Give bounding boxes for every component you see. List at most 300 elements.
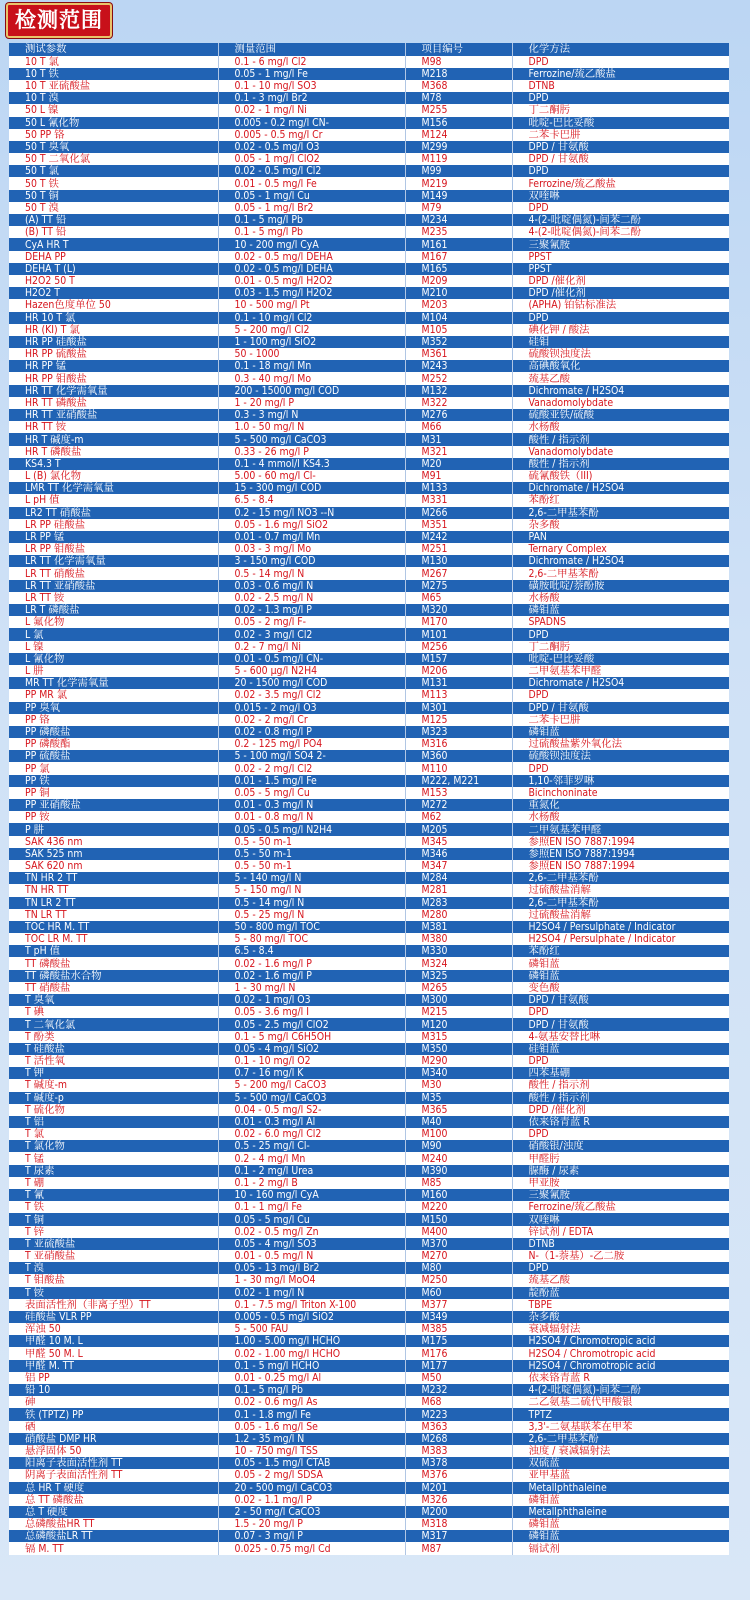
cell-parameter: 总磷酸盐HR TT <box>9 1518 218 1530</box>
cell-parameter: TN LR 2 TT <box>9 897 218 909</box>
cell-code: M120 <box>405 1018 512 1030</box>
table-row <box>9 567 729 579</box>
cell-parameter: LR TT 铵 <box>9 592 218 604</box>
cell-code: M78 <box>405 92 512 104</box>
table-row <box>9 68 729 80</box>
cell-range: 0.01 - 0.25 mg/l Al <box>218 1372 405 1384</box>
table-row <box>9 1177 729 1189</box>
cell-method: DPD <box>512 689 729 701</box>
cell-code: M351 <box>405 519 512 531</box>
cell-code: M242 <box>405 531 512 543</box>
cell-parameter: H2O2 T <box>9 287 218 299</box>
cell-parameter: SAK 525 nm <box>9 848 218 860</box>
cell-range: 0.1 - 4 mmol/l KS4.3 <box>218 458 405 470</box>
cell-code: M209 <box>405 275 512 287</box>
cell-parameter: LR2 TT 硝酸盐 <box>9 507 218 519</box>
cell-code: M206 <box>405 665 512 677</box>
table-row <box>9 860 729 872</box>
cell-method: Metallphthaleine <box>512 1482 729 1494</box>
cell-range: 0.05 - 3.6 mg/l I <box>218 1006 405 1018</box>
table-row <box>9 884 729 896</box>
cell-method: Vanadomolybdate <box>512 397 729 409</box>
table-row <box>9 1116 729 1128</box>
cell-code: M125 <box>405 714 512 726</box>
cell-code: M31 <box>405 433 512 445</box>
cell-parameter: 50 L 氰化物 <box>9 117 218 129</box>
cell-parameter: HR PP 锰 <box>9 360 218 372</box>
cell-code: M110 <box>405 762 512 774</box>
cell-parameter: HR TT 铵 <box>9 421 218 433</box>
table-row <box>9 385 729 397</box>
cell-code: M317 <box>405 1530 512 1542</box>
cell-method: 4-(2-吡啶偶氮)-间苯二酚 <box>512 214 729 226</box>
table-row <box>9 1384 729 1396</box>
cell-code: M175 <box>405 1335 512 1347</box>
cell-range: 0.1 - 5 mg/l Pb <box>218 214 405 226</box>
cell-method: 4-(2-吡啶偶氮)-间苯二酚 <box>512 1384 729 1396</box>
table-row <box>9 433 729 445</box>
table-row <box>9 360 729 372</box>
table-row <box>9 628 729 640</box>
table-row <box>9 957 729 969</box>
cell-parameter: PP 铵 <box>9 811 218 823</box>
cell-code: M167 <box>405 251 512 263</box>
cell-method: 依来铬青蓝 R <box>512 1372 729 1384</box>
table-row <box>9 1396 729 1408</box>
cell-parameter: KS4.3 T <box>9 458 218 470</box>
cell-range: 0.3 - 40 mg/l Mo <box>218 372 405 384</box>
cell-parameter: HR (KI) T 氯 <box>9 324 218 336</box>
cell-code: M218 <box>405 68 512 80</box>
cell-code: M177 <box>405 1360 512 1372</box>
cell-code: M270 <box>405 1250 512 1262</box>
cell-parameter: 铁 (TPTZ) PP <box>9 1408 218 1420</box>
table-row <box>9 409 729 421</box>
table-row <box>9 202 729 214</box>
cell-method: 衰减辐射法 <box>512 1323 729 1335</box>
cell-method: H2SO4 / Persulphate / Indicator <box>512 933 729 945</box>
cell-range: 0.01 - 0.7 mg/l Mn <box>218 531 405 543</box>
table-row <box>9 421 729 433</box>
cell-range: 0.01 - 0.5 mg/l H2O2 <box>218 275 405 287</box>
cell-code: M119 <box>405 153 512 165</box>
table-row <box>9 738 729 750</box>
cell-parameter: 硝酸盐 DMP HR <box>9 1433 218 1445</box>
table-row <box>9 1128 729 1140</box>
cell-method: 丁二酮肟 <box>512 104 729 116</box>
cell-code: M300 <box>405 994 512 1006</box>
cell-parameter: H2O2 50 T <box>9 275 218 287</box>
cell-method: Dichromate / H2SO4 <box>512 482 729 494</box>
cell-parameter: T 碘 <box>9 1006 218 1018</box>
cell-range: 0.05 - 5 mg/l Cu <box>218 787 405 799</box>
cell-code: M268 <box>405 1433 512 1445</box>
cell-parameter: HR PP 钼酸盐 <box>9 372 218 384</box>
cell-method: 磷钼蓝 <box>512 1530 729 1542</box>
table-row <box>9 446 729 458</box>
cell-method: 硫氰酸铁（III) <box>512 470 729 482</box>
cell-range: 0.02 - 0.6 mg/l As <box>218 1396 405 1408</box>
table-row <box>9 1226 729 1238</box>
table-row <box>9 348 729 360</box>
cell-range: 5 - 150 mg/l N <box>218 884 405 896</box>
cell-method: DPD <box>512 628 729 640</box>
cell-range: 10 - 160 mg/l CyA <box>218 1189 405 1201</box>
cell-method: DPD <box>512 202 729 214</box>
cell-method: 苯酚红 <box>512 945 729 957</box>
table-row <box>9 275 729 287</box>
table-row <box>9 592 729 604</box>
cell-range: 0.07 - 3 mg/l P <box>218 1530 405 1542</box>
table-row <box>9 665 729 677</box>
cell-parameter: 阴离子表面活性剂 TT <box>9 1469 218 1481</box>
table-row <box>9 653 729 665</box>
table-row <box>9 1372 729 1384</box>
cell-range: 0.1 - 5 mg/l Pb <box>218 226 405 238</box>
cell-range: 0.1 - 6 mg/l Cl2 <box>218 56 405 68</box>
cell-range: 0.02 - 3.5 mg/l Cl2 <box>218 689 405 701</box>
cell-parameter: 硅酸盐 VLR PP <box>9 1311 218 1323</box>
cell-method: 二乙氨基二硫代甲酸银 <box>512 1396 729 1408</box>
cell-parameter: T 锌 <box>9 1226 218 1238</box>
cell-range: 0.02 - 1 mg/l O3 <box>218 994 405 1006</box>
table-row <box>9 1482 729 1494</box>
cell-parameter: 硒 <box>9 1421 218 1433</box>
cell-range: 5 - 600 μg/l N2H4 <box>218 665 405 677</box>
range-table-container <box>9 43 729 1555</box>
cell-range: 2 - 50 mg/l CaCO3 <box>218 1506 405 1518</box>
cell-method: 重氮化 <box>512 799 729 811</box>
cell-range: 0.2 - 125 mg/l PO4 <box>218 738 405 750</box>
cell-method: 杂多酸 <box>512 519 729 531</box>
cell-method: 吡啶-巴比妥酸 <box>512 653 729 665</box>
cell-method: 2,6-二甲基苯酚 <box>512 507 729 519</box>
cell-code: M35 <box>405 1092 512 1104</box>
cell-code: M323 <box>405 726 512 738</box>
cell-parameter: PP 磷酸酯 <box>9 738 218 750</box>
cell-method: H2SO4 / Persulphate / Indicator <box>512 921 729 933</box>
cell-parameter: TOC LR M. TT <box>9 933 218 945</box>
cell-method: 亚甲基蓝 <box>512 1469 729 1481</box>
cell-code: M251 <box>405 543 512 555</box>
table-row <box>9 1457 729 1469</box>
cell-range: 0.05 - 13 mg/l Br2 <box>218 1262 405 1274</box>
cell-range: 0.03 - 3 mg/l Mo <box>218 543 405 555</box>
table-row <box>9 104 729 116</box>
table-row <box>9 945 729 957</box>
cell-code: M165 <box>405 263 512 275</box>
cell-method: DTNB <box>512 80 729 92</box>
cell-method: 4-氨基安替比啉 <box>512 1031 729 1043</box>
cell-range: 0.05 - 1.6 mg/l Se <box>218 1421 405 1433</box>
cell-code: M219 <box>405 177 512 189</box>
cell-parameter: T 锰 <box>9 1152 218 1164</box>
cell-parameter: T 二氧化氯 <box>9 1018 218 1030</box>
cell-range: 0.01 - 1.5 mg/l Fe <box>218 775 405 787</box>
table-row <box>9 677 729 689</box>
cell-method: H2SO4 / Chromotropic acid <box>512 1335 729 1347</box>
cell-range: 0.02 - 0.5 mg/l O3 <box>218 141 405 153</box>
cell-parameter: 铝 PP <box>9 1372 218 1384</box>
table-row <box>9 1360 729 1372</box>
table-row <box>9 762 729 774</box>
cell-range: 0.02 - 1 mg/l Ni <box>218 104 405 116</box>
cell-method: DPD <box>512 165 729 177</box>
cell-method: 苯酚红 <box>512 494 729 506</box>
cell-range: 0.02 - 1.6 mg/l P <box>218 957 405 969</box>
cell-code: M385 <box>405 1323 512 1335</box>
table-row <box>9 482 729 494</box>
cell-code: M215 <box>405 1006 512 1018</box>
cell-method: 2,6-二甲基苯酚 <box>512 897 729 909</box>
cell-method: DPD / 甘氨酸 <box>512 702 729 714</box>
cell-code: M240 <box>405 1152 512 1164</box>
cell-parameter: LR PP 钼酸盐 <box>9 543 218 555</box>
cell-range: 10 - 500 mg/l Pt <box>218 299 405 311</box>
cell-code: M318 <box>405 1518 512 1530</box>
cell-range: 0.1 - 1.8 mg/l Fe <box>218 1408 405 1420</box>
cell-code: M40 <box>405 1116 512 1128</box>
table-row <box>9 190 729 202</box>
cell-method: 酸性 / 指示剂 <box>512 1092 729 1104</box>
cell-code: M105 <box>405 324 512 336</box>
cell-code: M346 <box>405 848 512 860</box>
table-row <box>9 312 729 324</box>
cell-code: M363 <box>405 1421 512 1433</box>
cell-range: 0.33 - 26 mg/l P <box>218 446 405 458</box>
cell-parameter: SAK 620 nm <box>9 860 218 872</box>
cell-parameter: T 铁 <box>9 1201 218 1213</box>
cell-code: M85 <box>405 1177 512 1189</box>
table-row <box>9 177 729 189</box>
cell-code: M157 <box>405 653 512 665</box>
cell-range: 5 - 200 mg/l Cl2 <box>218 324 405 336</box>
cell-range: 0.05 - 1 mg/l Br2 <box>218 202 405 214</box>
cell-code: M243 <box>405 360 512 372</box>
table-row <box>9 1323 729 1335</box>
cell-method: 2,6-二甲基苯酚 <box>512 567 729 579</box>
cell-range: 0.1 - 1 mg/l Fe <box>218 1201 405 1213</box>
cell-parameter: 50 T 臭氧 <box>9 141 218 153</box>
cell-code: M276 <box>405 409 512 421</box>
cell-method: 水杨酸 <box>512 421 729 433</box>
table-row <box>9 238 729 250</box>
cell-range: 15 - 300 mg/l COD <box>218 482 405 494</box>
cell-range: 0.02 - 1.3 mg/l P <box>218 604 405 616</box>
table-row <box>9 994 729 1006</box>
cell-parameter: HR T 磷酸盐 <box>9 446 218 458</box>
cell-method: 硅钼 <box>512 336 729 348</box>
cell-code: M252 <box>405 372 512 384</box>
cell-method: DPD / 甘氨酸 <box>512 153 729 165</box>
cell-range: 0.5 - 25 mg/l N <box>218 909 405 921</box>
cell-range: 0.05 - 1 mg/l Cu <box>218 190 405 202</box>
table-row <box>9 775 729 787</box>
cell-range: 0.1 - 10 mg/l SO3 <box>218 80 405 92</box>
cell-code: M321 <box>405 446 512 458</box>
cell-range: 20 - 500 mg/l CaCO3 <box>218 1482 405 1494</box>
cell-method: 三聚氰胺 <box>512 1189 729 1201</box>
cell-method: DPD <box>512 762 729 774</box>
cell-code: M79 <box>405 202 512 214</box>
cell-code: M352 <box>405 336 512 348</box>
cell-method: 磷钼蓝 <box>512 726 729 738</box>
cell-range: 0.1 - 2 mg/l B <box>218 1177 405 1189</box>
cell-range: 0.02 - 0.5 mg/l DEHA <box>218 251 405 263</box>
cell-method: 硫酸钡浊度法 <box>512 750 729 762</box>
table-row <box>9 1006 729 1018</box>
cell-code: M91 <box>405 470 512 482</box>
cell-code: M316 <box>405 738 512 750</box>
cell-method: 碘化钾 / 酸法 <box>512 324 729 336</box>
cell-range: 0.02 - 1 mg/l N <box>218 1287 405 1299</box>
cell-method: 酸性 / 指示剂 <box>512 458 729 470</box>
cell-range: 5 - 100 mg/l SO4 2- <box>218 750 405 762</box>
cell-parameter: T 活性氧 <box>9 1055 218 1067</box>
cell-method: 变色酸 <box>512 982 729 994</box>
table-row <box>9 1213 729 1225</box>
cell-parameter: LR PP 硅酸盐 <box>9 519 218 531</box>
table-row <box>9 1140 729 1152</box>
cell-code: M299 <box>405 141 512 153</box>
cell-parameter: LR TT 硝酸盐 <box>9 567 218 579</box>
cell-method: DPD <box>512 92 729 104</box>
table-row <box>9 1031 729 1043</box>
table-row <box>9 1274 729 1286</box>
cell-code: M98 <box>405 56 512 68</box>
cell-parameter: 10 T 氯 <box>9 56 218 68</box>
cell-code: M160 <box>405 1189 512 1201</box>
table-row <box>9 1311 729 1323</box>
cell-range: 0.2 - 15 mg/l NO3 --N <box>218 507 405 519</box>
table-row <box>9 1067 729 1079</box>
cell-range: 0.5 - 50 m-1 <box>218 860 405 872</box>
table-row <box>9 1092 729 1104</box>
cell-method: SPADNS <box>512 616 729 628</box>
cell-range: 0.01 - 0.8 mg/l N <box>218 811 405 823</box>
cell-parameter: (A) TT 铅 <box>9 214 218 226</box>
cell-range: 0.05 - 0.5 mg/l N2H4 <box>218 823 405 835</box>
cell-parameter: TN HR TT <box>9 884 218 896</box>
cell-method: H2SO4 / Chromotropic acid <box>512 1347 729 1359</box>
cell-parameter: L 氯 <box>9 628 218 640</box>
cell-method: 双硫蓝 <box>512 1457 729 1469</box>
cell-range: 0.5 - 50 m-1 <box>218 836 405 848</box>
cell-code: M90 <box>405 1140 512 1152</box>
column-header-code: 项目编号 <box>405 43 512 56</box>
table-row <box>9 1335 729 1347</box>
table-row <box>9 823 729 835</box>
cell-method: 二苯卡巴肼 <box>512 129 729 141</box>
cell-range: 0.05 - 5 mg/l Cu <box>218 1213 405 1225</box>
cell-parameter: TT 磷酸盐 <box>9 957 218 969</box>
cell-parameter: T 臭氧 <box>9 994 218 1006</box>
cell-code: M378 <box>405 1457 512 1469</box>
cell-parameter: 总 TT 磷酸盐 <box>9 1494 218 1506</box>
cell-code: M223 <box>405 1408 512 1420</box>
cell-range: 0.025 - 0.75 mg/l Cd <box>218 1542 405 1554</box>
cell-code: M113 <box>405 689 512 701</box>
cell-parameter: PP MR 氯 <box>9 689 218 701</box>
cell-parameter: 50 T 氯 <box>9 165 218 177</box>
cell-method: DPD <box>512 1128 729 1140</box>
cell-code: M68 <box>405 1396 512 1408</box>
cell-range: 1 - 100 mg/l SiO2 <box>218 336 405 348</box>
cell-parameter: L 氟化物 <box>9 616 218 628</box>
cell-code: M368 <box>405 80 512 92</box>
table-row <box>9 92 729 104</box>
cell-code: M365 <box>405 1104 512 1116</box>
table-row <box>9 604 729 616</box>
column-header-range: 测量范围 <box>218 43 405 56</box>
table-row <box>9 1152 729 1164</box>
cell-range: 0.05 - 4 mg/l SO3 <box>218 1238 405 1250</box>
cell-method: Ternary Complex <box>512 543 729 555</box>
cell-code: M62 <box>405 811 512 823</box>
cell-parameter: PP 磷酸盐 <box>9 726 218 738</box>
cell-parameter: L 肼 <box>9 665 218 677</box>
cell-code: M150 <box>405 1213 512 1225</box>
cell-parameter: DEHA PP <box>9 251 218 263</box>
cell-parameter: PP 氯 <box>9 762 218 774</box>
cell-range: 0.02 - 1.1 mg/l P <box>218 1494 405 1506</box>
table-row <box>9 141 729 153</box>
cell-code: M324 <box>405 957 512 969</box>
cell-code: M361 <box>405 348 512 360</box>
cell-parameter: 50 T 铁 <box>9 177 218 189</box>
cell-parameter: PP 铬 <box>9 714 218 726</box>
cell-range: 0.02 - 2 mg/l Cl2 <box>218 762 405 774</box>
cell-parameter: T 碱度-m <box>9 1079 218 1091</box>
cell-range: 5 - 200 mg/l CaCO3 <box>218 1079 405 1091</box>
cell-parameter: PP 铁 <box>9 775 218 787</box>
cell-code: M100 <box>405 1128 512 1140</box>
cell-parameter: LR PP 锰 <box>9 531 218 543</box>
cell-method: DPD <box>512 1262 729 1274</box>
cell-code: M290 <box>405 1055 512 1067</box>
cell-code: M170 <box>405 616 512 628</box>
cell-range: 5 - 140 mg/l N <box>218 872 405 884</box>
cell-code: M132 <box>405 385 512 397</box>
cell-range: 0.005 - 0.2 mg/l CN- <box>218 117 405 129</box>
cell-parameter: HR TT 亚硝酸盐 <box>9 409 218 421</box>
table-row <box>9 543 729 555</box>
cell-method: DPD <box>512 1006 729 1018</box>
table-row <box>9 1079 729 1091</box>
cell-method: 脲酶 / 尿素 <box>512 1165 729 1177</box>
cell-method: 双喹啉 <box>512 190 729 202</box>
cell-parameter: 50 L 镍 <box>9 104 218 116</box>
cell-code: M201 <box>405 1482 512 1494</box>
cell-range: 5 - 500 mg/l CaCO3 <box>218 1092 405 1104</box>
cell-method: 参照EN ISO 7887:1994 <box>512 848 729 860</box>
cell-range: 1.2 - 35 mg/l N <box>218 1433 405 1445</box>
cell-code: M390 <box>405 1165 512 1177</box>
cell-code: M347 <box>405 860 512 872</box>
cell-range: 0.01 - 0.5 mg/l CN- <box>218 653 405 665</box>
cell-parameter: LR TT 化学需氧量 <box>9 555 218 567</box>
cell-code: M349 <box>405 1311 512 1323</box>
column-header-parameter: 测试参数 <box>9 43 218 56</box>
table-row <box>9 787 729 799</box>
cell-range: 1.5 - 20 mg/l P <box>218 1518 405 1530</box>
table-row <box>9 1494 729 1506</box>
cell-method: 4-(2-吡啶偶氮)-间苯二酚 <box>512 226 729 238</box>
cell-parameter: T 亚硝酸盐 <box>9 1250 218 1262</box>
cell-code: M131 <box>405 677 512 689</box>
cell-parameter: DEHA T (L) <box>9 263 218 275</box>
cell-parameter: 50 PP 铬 <box>9 129 218 141</box>
